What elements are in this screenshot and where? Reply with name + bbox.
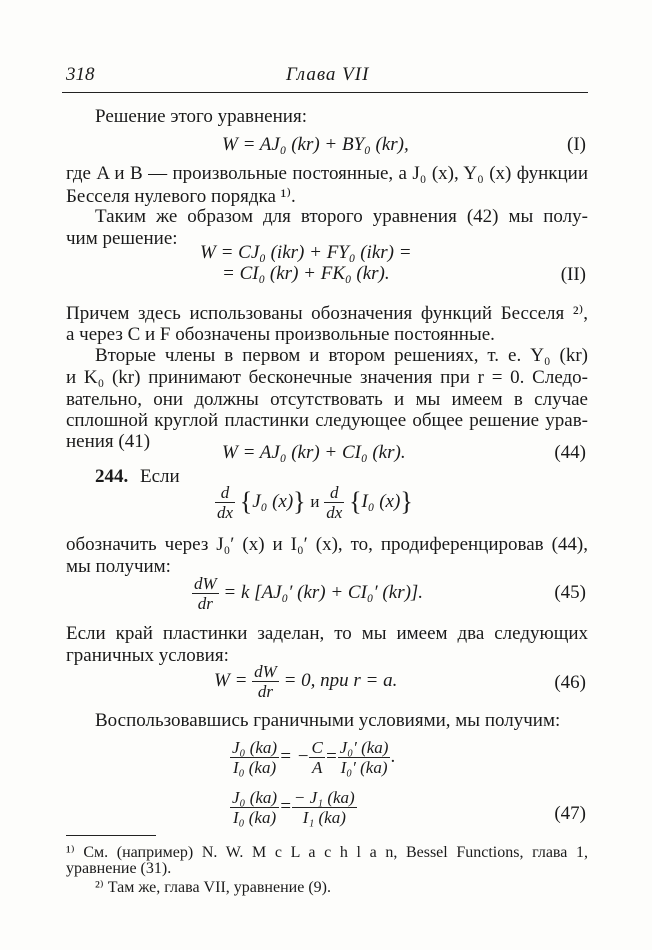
footnote-1-cont: уравнение (31). bbox=[66, 860, 172, 877]
fraction-numerator: J₀ (ka) bbox=[232, 738, 278, 757]
paragraph-line: чим решение: bbox=[66, 228, 178, 249]
equation-number: (46) bbox=[554, 672, 586, 693]
derivative-expression: $\frac{d}{dx}$ {J₀ (x)} и $\frac{d}{dx}$ {I₀ (x)} bbox=[217, 483, 413, 522]
operator: = − bbox=[279, 745, 310, 767]
equation-2a: W = CJ₀ (ikr) + FY₀ (ikr) = bbox=[200, 242, 412, 263]
equation-number: (II) bbox=[560, 264, 586, 285]
equation-number: (I) bbox=[567, 134, 586, 155]
fraction-numerator: d bbox=[215, 483, 235, 503]
fraction-denominator: I₁ (ka) bbox=[302, 808, 346, 827]
paragraph-line: Таким же образом для второго уравнения (42) мы полу- bbox=[95, 206, 588, 227]
conjunction: и bbox=[310, 491, 320, 511]
equation-number: (47) bbox=[554, 803, 586, 824]
equation-44: W = AJ₀ (kr) + CI₀ (kr). bbox=[222, 442, 406, 463]
equation-number: (44) bbox=[554, 442, 586, 463]
equation-lhs: W = bbox=[214, 669, 248, 691]
operator: = bbox=[279, 795, 292, 817]
equation-45 bbox=[192, 574, 423, 613]
fraction-denominator: I₀′ (ka) bbox=[340, 758, 388, 777]
paragraph-line: и K₀ (kr) принимают бесконечные значения при r = 0. Следо- bbox=[66, 367, 588, 388]
paragraph-line: нения (41) bbox=[66, 431, 151, 452]
paragraph-line: Вторые члены в первом и втором решениях, т. е. Y₀ (kr) bbox=[95, 345, 588, 366]
paragraph-line: а через C и F обозначены произвольные постоянные. bbox=[66, 324, 495, 345]
fraction-numerator: J₀ (ka) bbox=[232, 788, 278, 807]
paragraph-line: Причем здесь использованы обозначения функций Бесселя ²⁾, bbox=[66, 303, 588, 324]
equation-1: W = AJ₀ (kr) + BY₀ (kr), bbox=[222, 134, 409, 155]
bessel-i0: I₀ (x) bbox=[361, 490, 401, 512]
fraction-numerator: d bbox=[324, 483, 344, 503]
fraction-denominator: dx bbox=[217, 503, 234, 522]
fraction-denominator: A bbox=[311, 758, 323, 777]
fraction-denominator: I₀ (ka) bbox=[232, 808, 277, 827]
equation-2b: = CI₀ (kr) + FK₀ (kr). bbox=[222, 263, 390, 284]
fraction-denominator: dr bbox=[257, 682, 274, 701]
fraction-denominator: I₀ (ka) bbox=[232, 758, 277, 777]
period: . bbox=[390, 745, 396, 767]
page-number: 318 bbox=[66, 64, 95, 85]
paragraph-line: обозначить через J₀′ (x) и I₀′ (x), то, продиференцировав (44), bbox=[66, 534, 588, 555]
header-rule bbox=[62, 92, 588, 93]
paragraph-line: Решение этого уравнения: bbox=[95, 106, 307, 127]
paragraph-line: мы получим: bbox=[66, 556, 171, 577]
fraction-numerator: − J₁ (ka) bbox=[293, 788, 355, 807]
fraction-numerator: dW bbox=[254, 662, 277, 681]
equation-number: (45) bbox=[554, 582, 586, 603]
fraction-denominator: dr bbox=[197, 594, 213, 613]
paragraph-line: где A и B — произвольные постоянные, а J₀ (x), Y₀ (x) функции bbox=[66, 163, 588, 184]
paragraph-line: Бесселя нулевого порядка ¹⁾. bbox=[66, 186, 296, 207]
paragraph-line: вательно, они должны отсутствовать и мы имеем в случае bbox=[66, 389, 588, 410]
equation-47b bbox=[230, 788, 357, 827]
fraction-numerator: C bbox=[311, 738, 323, 757]
equation-rhs: = 0, при r = a. bbox=[283, 669, 398, 691]
fraction-numerator: J₀′ (ka) bbox=[339, 738, 389, 757]
equation-rhs: = k [AJ₀′ (kr) + CI₀′ (kr)]. bbox=[223, 581, 424, 603]
section-lead-word: Если bbox=[140, 466, 180, 487]
fraction-numerator: dW bbox=[194, 574, 217, 593]
operator: = bbox=[324, 745, 338, 767]
footnote-1: ¹⁾ См. (например) N. W. M c L a c h l a n, Bessel Functions, глава 1, bbox=[66, 844, 588, 861]
footnote-2: ²⁾ Там же, глава VII, уравнение (9). bbox=[95, 879, 331, 896]
equation-47a bbox=[230, 738, 395, 777]
paragraph-line: граничных условия: bbox=[66, 645, 229, 666]
footnote-rule bbox=[66, 835, 156, 836]
section-number: 244. bbox=[95, 466, 129, 487]
equation-46 bbox=[214, 662, 397, 701]
bessel-j0: J₀ (x) bbox=[252, 490, 294, 512]
paragraph-line: Если край пластинки заделан, то мы имеем два следующих bbox=[66, 623, 588, 644]
running-head: Глава VII bbox=[286, 64, 370, 85]
paragraph-line: Воспользовавшись граничными условиями, мы получим: bbox=[95, 710, 561, 731]
paragraph-line: сплошной круглой пластинки следующее общее решение урав- bbox=[66, 410, 588, 431]
fraction-denominator: dx bbox=[326, 503, 343, 522]
